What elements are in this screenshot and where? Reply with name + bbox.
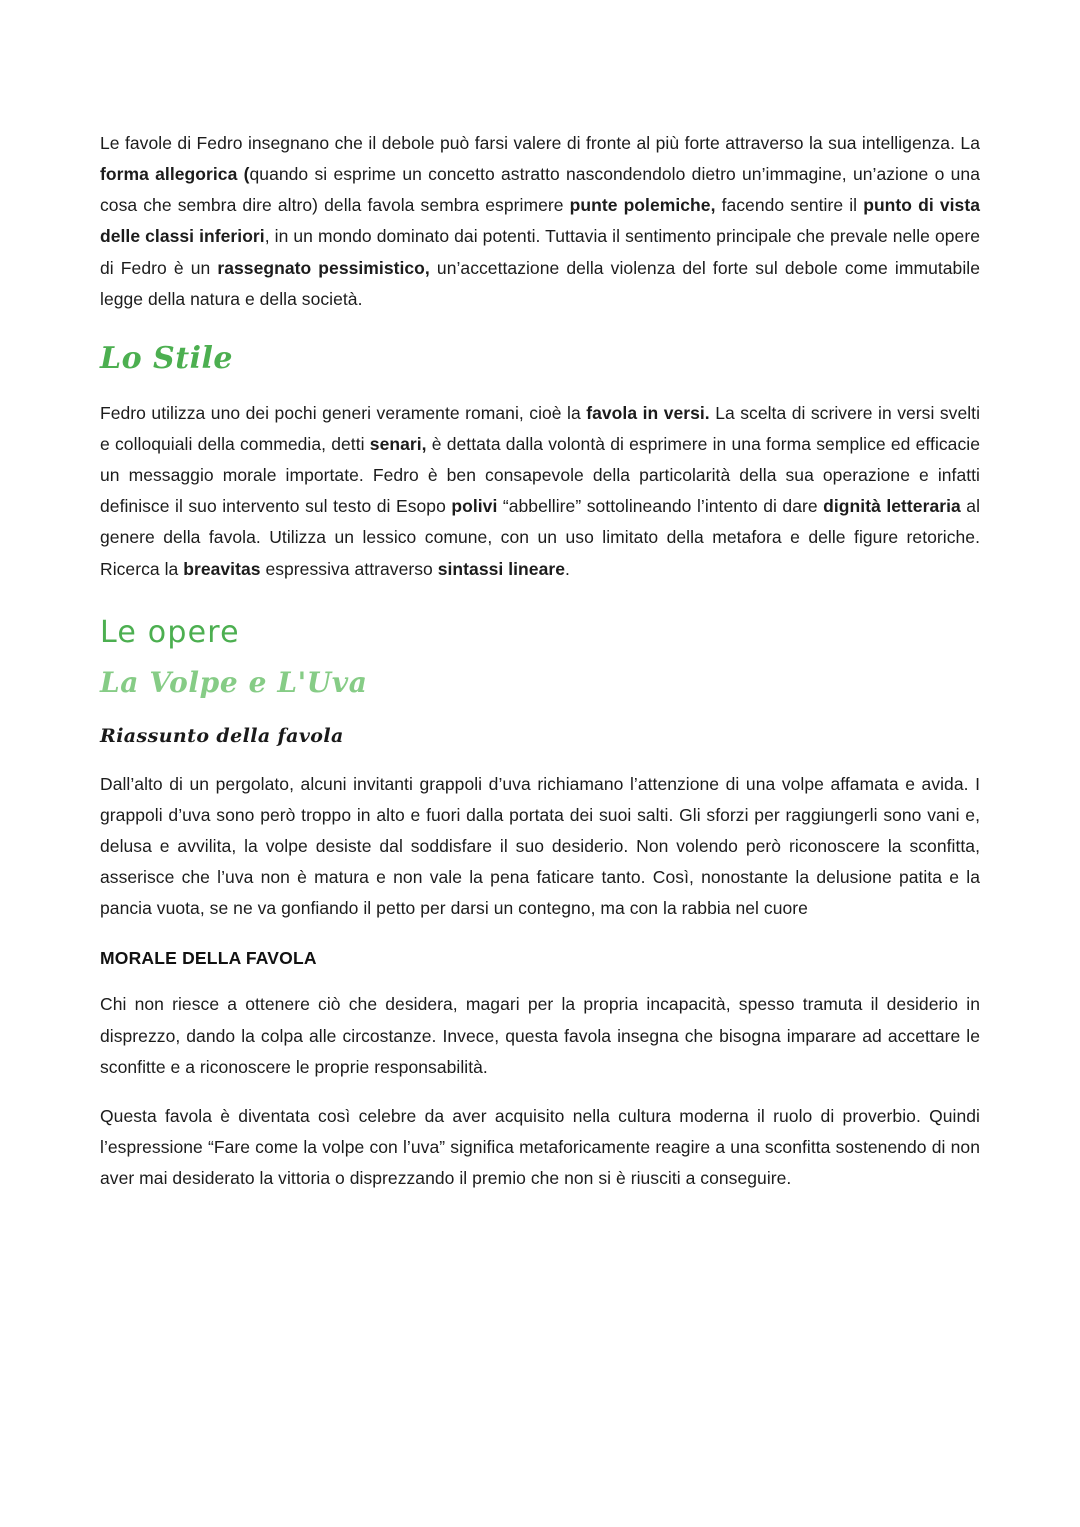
emphasis-text: polivi bbox=[451, 496, 498, 517]
plain-text: Dall’alto di un pergolato, alcuni invitanti grappoli d’uva richiamano l’attenzione di una volpe affamata e avida. I grappoli d’uva sono però troppo in alto e fuori dalla portata dei suoi salti. Gli sforzi per raggiungerli sono vani e, delusa e avvilita, la volpe desiste dal soddisfare il suo desiderio. Non volendo però riconoscere la sconfitta, asserisce che l’uva non è matura e non vale la pena faticare tanto. Così, nonostante la delusione patita e la pancia vuota, se ne va gonfiando il petto per darsi un contegno, ma con la rabbia nel cuore bbox=[100, 773, 980, 919]
heading-lo-stile: Lo Stile bbox=[100, 340, 233, 376]
emphasis-text: rassegnato pessimistico, bbox=[217, 257, 430, 278]
plain-text: Chi non riesce a ottenere ciò che desidera, magari per la propria incapacità, spesso tramuta il desiderio in disprezzo, dando la colpa alle circostanze. Invece, questa favola insegna che bisogna imparare ad accettare le sconfitte e a riconoscere le proprie responsabilità. bbox=[100, 994, 980, 1077]
plain-text: quando si esprime un concetto astratto nascondendolo dietro un’immagine, un’azione o una cosa che sembra dire altro) della favola sembra esprimere bbox=[100, 164, 980, 216]
plain-text: al genere della favola. Utilizza un lessico comune, con un uso limitato della metafora e delle figure retoriche. Ricerca la bbox=[100, 496, 981, 579]
plain-text: “abbellire” sottolineando l’intento di dare bbox=[497, 496, 824, 517]
emphasis-text: forma allegorica ( bbox=[100, 164, 250, 185]
heading-la-volpe-e-luva: La Volpe e L'Uva bbox=[100, 665, 368, 699]
plain-text: Questa favola è diventata così celebre da aver acquisito nella cultura moderna il ruolo di proverbio. Quindi l’espressione “Fare come la volpe con l’uva” significa metaforicamente reagire a una sconfitta sostenendo di non aver mai desiderato la vittoria o disprezzando il premio che non si è riusciti a conseguire. bbox=[100, 1105, 980, 1189]
morale-paragraph bbox=[100, 989, 980, 1082]
intro-paragraph bbox=[100, 128, 980, 315]
plain-text: La scelta di scrivere in versi svelti e colloquiali della commedia, detti bbox=[100, 402, 981, 454]
riassunto-paragraph bbox=[100, 769, 980, 925]
emphasis-text: punto di vista delle classi inferiori bbox=[100, 195, 980, 247]
proverbio-paragraph bbox=[100, 1101, 980, 1194]
heading-le-opere: Le opere bbox=[100, 614, 240, 650]
stile-paragraph bbox=[100, 398, 980, 585]
emphasis-text: senari, bbox=[369, 433, 427, 454]
plain-text: è dettata dalla volontà di esprimere in una forma semplice ed efficacie un messaggio morale importate. Fedro è ben consapevole della particolarità della sua operazione e infatti definisce il suo intervento sul testo di Esopo bbox=[100, 433, 980, 517]
plain-text: un’accettazione della violenza del forte sul debole come immutabile legge della natura e della società. bbox=[100, 257, 980, 309]
plain-text: espressiva attraverso bbox=[260, 558, 438, 579]
plain-text: facendo sentire il bbox=[715, 195, 864, 216]
emphasis-text: punte polemiche, bbox=[569, 195, 716, 216]
plain-text: Fedro utilizza uno dei pochi generi veramente romani, cioè la bbox=[100, 402, 587, 423]
emphasis-text: favola in versi. bbox=[586, 402, 710, 423]
heading-morale-della-favola: MORALE DELLA FAVOLA bbox=[100, 948, 317, 969]
heading-riassunto-della-favola: Riassunto della favola bbox=[100, 724, 344, 747]
plain-text: , in un mondo dominato dai potenti. Tuttavia il sentimento principale che prevale nelle opere di Fedro è un bbox=[100, 226, 980, 278]
emphasis-text: dignità letteraria bbox=[823, 496, 961, 517]
plain-text: . bbox=[565, 558, 570, 579]
emphasis-text: breavitas bbox=[183, 558, 261, 579]
plain-text: Le favole di Fedro insegnano che il debole può farsi valere di fronte al più forte attraverso la sua intelligenza. La bbox=[100, 133, 980, 153]
emphasis-text: sintassi lineare bbox=[437, 558, 565, 579]
